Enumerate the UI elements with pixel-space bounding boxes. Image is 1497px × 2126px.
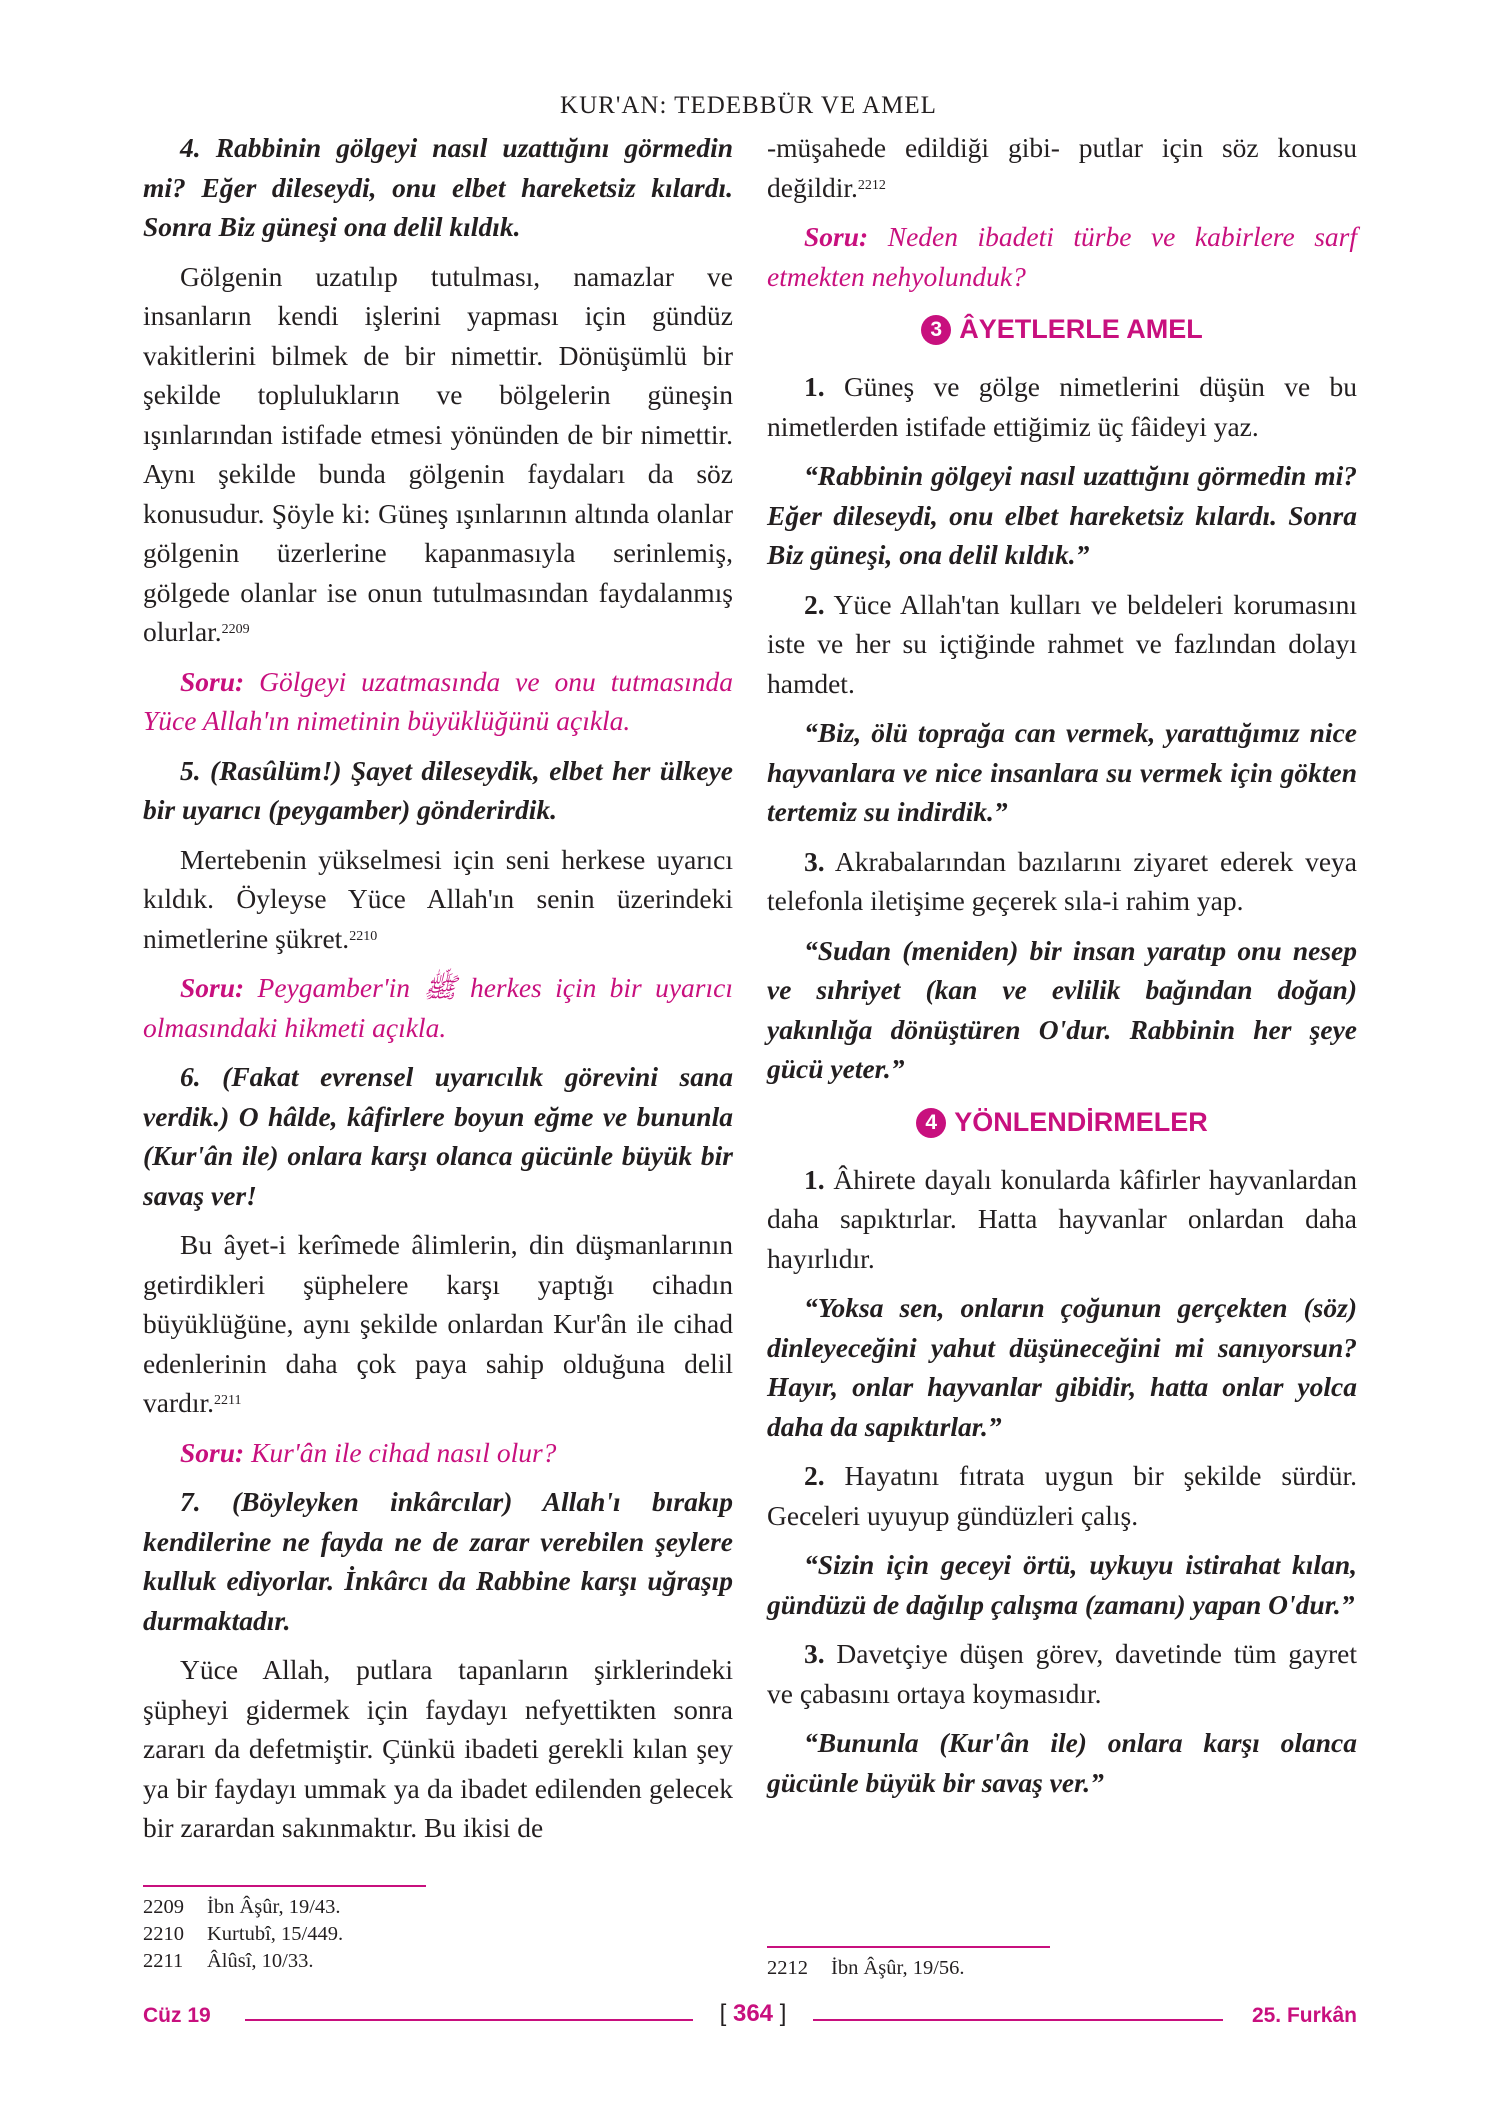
guidance-verse-2: “Sizin için geceyi örtü, uykuyu istirahat kılan, gündüzü de dağılıp çalışma (zamanı) yapan O'dur.” xyxy=(767,1549,1357,1620)
section-title: YÖNLENDİRMELER xyxy=(954,1106,1208,1137)
item-text: Davetçiye düşen görev, davetinde tüm gayret ve çabasını ortaya koymasıdır. xyxy=(767,1638,1357,1709)
bracket-open: [ xyxy=(719,2000,727,2027)
guidance-item-3 xyxy=(767,1634,1357,1713)
item-text: Âhirete dayalı konularda kâfirler hayvanlardan daha sapıktırlar. Hatta hayvanlar onlardan daha hayırlıdır. xyxy=(767,1163,1357,1274)
footnote-text: İbn Âşûr, 19/56. xyxy=(831,1957,965,1979)
bracket-close: ] xyxy=(779,2000,787,2027)
item-text: Yüce Allah'tan kulları ve beldeleri korumasını iste ve her su içtiğinde rahmet ve fazlından dolayı hamdet. xyxy=(767,588,1357,699)
footnote-ref[interactable]: 2212 xyxy=(857,177,886,193)
footnote-ref[interactable]: 2210 xyxy=(349,928,378,944)
footnote-ref[interactable]: 2211 xyxy=(214,1393,242,1408)
item-text: Güneş ve gölge nimetlerini düşün ve bu nimetlerden istifade ettiğimiz üç fâideyi yaz. xyxy=(767,371,1357,442)
paragraph-text: Bu âyet-i kerîmede âlimlerin, din düşmanlarının getirdikleri şüphelere karşı yaptığı cihadın büyüklüğüne, aynı şekilde onlardan Kur'ân ile cihad edenlerinin daha çok paya sahip olduğuna delil vardır. xyxy=(143,1229,733,1418)
section-title: ÂYETLERLE AMEL xyxy=(959,314,1203,344)
practice-item-1 xyxy=(767,367,1357,446)
footnote-ref[interactable]: 2209 xyxy=(221,622,250,637)
guidance-item-2 xyxy=(767,1456,1357,1535)
footnote-number: 2212 xyxy=(767,1957,808,1979)
guidance-verse-1: “Yoksa sen, onların çoğunun gerçekten (söz) dinleyeceğini yahut düşüneceğini mi sanıyorsun? Hayır, onlar hayvanlar gibidir, hatta onlar yolca daha da sapıktırlar.” xyxy=(767,1292,1357,1442)
item-number: 1. xyxy=(804,371,825,402)
page-number xyxy=(703,2000,803,2028)
practice-verse-1: “Rabbinin gölgeyi nasıl uzattığını görmedin mi? Eğer dileseydi, onu elbet hareketsiz kılardı. Sonra Biz güneşi, ona delil kıldık.” xyxy=(767,460,1357,570)
item-number: 2. xyxy=(804,588,825,620)
question-3 xyxy=(143,1433,733,1473)
section-number-badge: 3 xyxy=(921,315,951,345)
continued-paragraph xyxy=(767,128,1357,207)
footnote-item xyxy=(143,1921,733,1948)
commentary-paragraph-4: Yüce Allah, putlara tapanların şirklerindeki şüpheyi gidermek için faydayı nefyettikten sonra zararı da defetmiştir. Çünkü ibadeti gerekli kılan şey ya bir faydayı ummak ya da ibadet edilenden gelecek bir zarardan sakınmaktır. Bu ikisi de xyxy=(143,1654,733,1843)
verse-7: 7. (Böyleyken inkârcılar) Allah'ı bırakıp kendilerine ne fayda ne de zarar verebilen şeylere kulluk ediyorlar. İnkârcı da Rabbine karşı uğraşıp durmaktadır. xyxy=(143,1486,733,1636)
guidance-verse-3: “Bununla (Kur'ân ile) onlara karşı olanca gücünle büyük bir savaş ver.” xyxy=(767,1727,1357,1798)
sura-label: 25. Furkân xyxy=(1251,2004,1357,2027)
paragraph-text: -müşahede edildiği gibi- putlar için söz konusu değildir. xyxy=(767,132,1357,203)
question-text: Kur'ân ile cihad nasıl olur? xyxy=(244,1436,557,1468)
footnotes-right xyxy=(767,1955,1357,1982)
practice-verse-2: “Biz, ölü toprağa can vermek, yarattığımız nice hayvanlara ve nice insanlara su vermek için gökten tertemiz su indirdik.” xyxy=(767,717,1357,827)
right-column xyxy=(767,128,1357,1812)
question-text: Peygamber'in ﷺ herkes için bir uyarıcı olmasındaki hikmeti açıkla. xyxy=(143,972,733,1043)
footnote-divider xyxy=(767,1946,1050,1948)
verse-5: 5. (Rasûlüm!) Şayet dileseydik, elbet her ülkeye bir uyarıcı (peygamber) gönderirdik. xyxy=(143,754,733,825)
item-number: 1. xyxy=(804,1163,825,1195)
running-header: KUR'AN: TEDEBBÜR VE AMEL xyxy=(560,92,937,119)
left-column xyxy=(143,128,733,1858)
practice-verse-3: “Sudan (meniden) bir insan yaratıp onu nesep ve sıhriyet (kan ve evlilik bağından doğan) yakınlığa dönüştüren O'dur. Rabbinin her şeye gücü yeter.” xyxy=(767,934,1357,1084)
page-footer xyxy=(143,2000,1357,2034)
item-number: 3. xyxy=(804,1638,825,1669)
footnote-item xyxy=(143,1894,733,1921)
footnote-text: Âlûsî, 10/33. xyxy=(207,1950,314,1972)
section-heading-yonlendirmeler xyxy=(767,1107,1357,1138)
question-label: Soru: xyxy=(804,221,869,252)
footnote-text: İbn Âşûr, 19/43. xyxy=(207,1896,341,1918)
footnote-number: 2209 xyxy=(143,1896,184,1918)
question-text: Neden ibadeti türbe ve kabirlere sarf etmekten nehyolunduk? xyxy=(767,221,1357,292)
item-number: 2. xyxy=(804,1460,825,1491)
question-label: Soru: xyxy=(180,665,245,697)
practice-item-3 xyxy=(767,842,1357,921)
question-text: Gölgeyi uzatmasında ve onu tutmasında Yüce Allah'ın nimetinin büyüklüğünü açıkla. xyxy=(143,665,733,736)
footnote-item xyxy=(143,1948,733,1975)
question-4 xyxy=(767,217,1357,296)
paragraph-text: Gölgenin uzatılıp tutulması, namazlar ve insanların kendi işlerini yapması için gündüz vakitlerini bilmek de bir nimettir. Dönüşümlü bir şekilde toplulukların ve bölgelerin güneşin ışınlarından istifade etmesi yönünden de bir nimettir. Aynı şekilde bunda gölgenin faydaları da söz konusudur. Şöyle ki: Güneş ışınlarının altında olanlar gölgenin üzerlerine kapanmasıyla serinlemiş, gölgede olanlar ise onun tutulmasından faydalanmış olurlar. xyxy=(143,260,733,647)
guidance-item-1 xyxy=(767,1160,1357,1279)
juz-label: Cüz 19 xyxy=(143,2004,211,2027)
question-label: Soru: xyxy=(180,1436,245,1468)
footnote-number: 2210 xyxy=(143,1923,184,1945)
section-number-badge: 4 xyxy=(916,1108,946,1138)
commentary-paragraph-2 xyxy=(143,840,733,959)
verse-4: 4. Rabbinin gölgeyi nasıl uzattığını görmedin mi? Eğer dileseydi, onu elbet hareketsiz kılardı. Sonra Biz güneşi ona delil kıldık. xyxy=(143,132,733,242)
footnote-item xyxy=(767,1955,1357,1982)
commentary-paragraph-3 xyxy=(143,1225,733,1423)
practice-item-2 xyxy=(767,585,1357,704)
footer-rule-left xyxy=(245,2019,693,2021)
item-text: Hayatını fıtrata uygun bir şekilde sürdür. Geceleri uyuyup gündüzleri çalış. xyxy=(767,1460,1357,1531)
question-label: Soru: xyxy=(180,972,245,1003)
footer-rule-right xyxy=(813,2019,1223,2021)
footnote-divider xyxy=(143,1885,426,1887)
footnote-text: Kurtubî, 15/449. xyxy=(207,1923,344,1945)
footnotes-left xyxy=(143,1894,733,1975)
paragraph-text: Mertebenin yükselmesi için seni herkese uyarıcı kıldık. Öyleyse Yüce Allah'ın senin üzerindeki nimetlerine şükret. xyxy=(143,843,733,954)
verse-6: 6. (Fakat evrensel uyarıcılık görevini sana verdik.) O hâlde, kâfirlere boyun eğme ve bununla (Kur'ân ile) onlara karşı olanca gücünle büyük bir savaş ver! xyxy=(143,1061,733,1211)
question-1 xyxy=(143,662,733,741)
footnote-number: 2211 xyxy=(143,1950,184,1972)
question-2 xyxy=(143,968,733,1047)
page-number-value: 364 xyxy=(732,2000,774,2027)
item-text: Akrabalarından bazılarını ziyaret ederek veya telefonla iletişime geçerek sıla-i rahim yap. xyxy=(767,845,1357,916)
section-heading-ayetlerle-amel xyxy=(767,314,1357,345)
item-number: 3. xyxy=(804,845,825,877)
commentary-paragraph-1 xyxy=(143,257,733,652)
